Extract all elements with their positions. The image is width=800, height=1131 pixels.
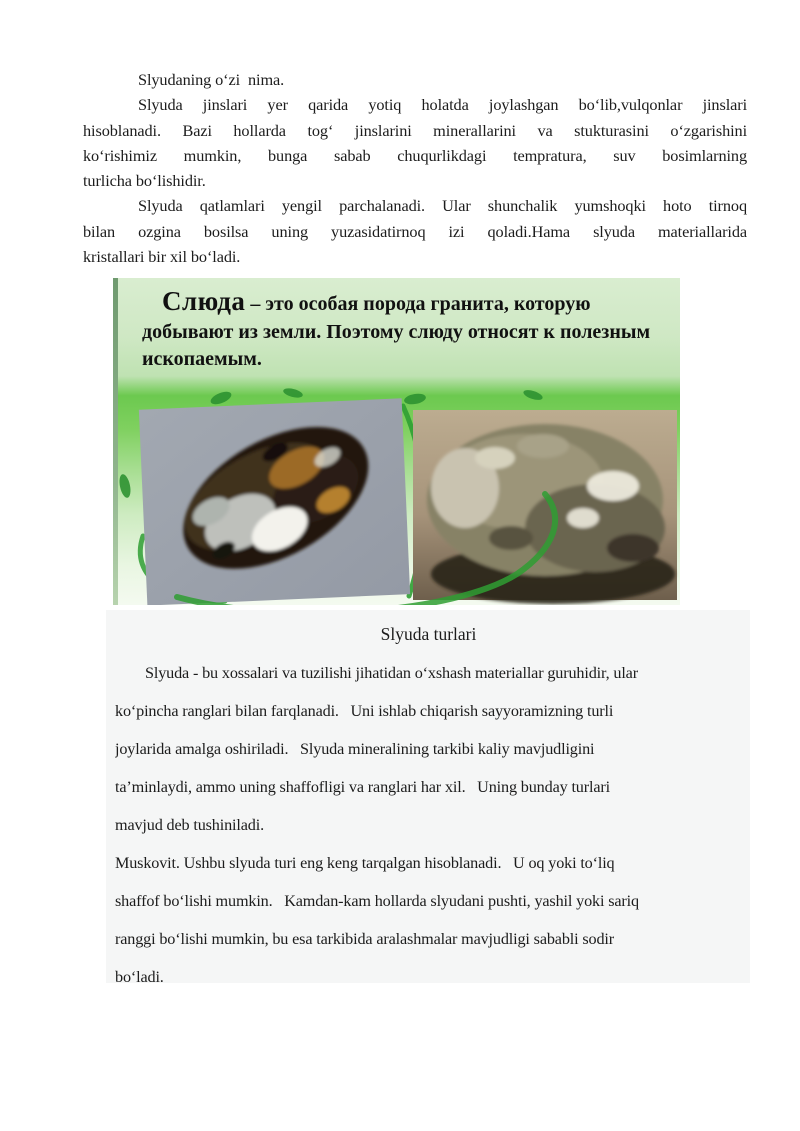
figure-caption-text: – это особая порода гранита, которую добывают из земли. Поэтому слюду относят к полезным ископаемым. xyxy=(142,293,651,370)
figure-image xyxy=(113,278,680,605)
types-line: ta’minlaydi, ammo uning shaffofligi va ranglari har xil. Uning bunday turlari xyxy=(115,778,610,796)
mica-photos-illustration xyxy=(113,388,680,605)
intro-line: turlicha bo‘lishidir. xyxy=(83,171,206,191)
intro-section xyxy=(83,67,747,269)
types-line: mavjud deb tushiniladi. xyxy=(115,816,264,834)
intro-line: ko‘rishimiz mumkin, bunga sabab chuqurlikdagi tempratura, suv bosimlarning xyxy=(83,145,747,165)
types-line: bo‘ladi. xyxy=(115,968,164,983)
right-mica-photo xyxy=(413,410,677,604)
intro-line: hisoblanadi. Bazi hollarda tog‘ jinslarini minerallarini va stukturasini o‘zgarishini xyxy=(83,120,747,140)
intro-line: Slyuda jinslari yer qarida yotiq holatda joylashgan bo‘lib,vulqonlar jinslari xyxy=(138,95,747,115)
intro-line: kristallari bir xil bo‘ladi. xyxy=(83,247,241,267)
figure-caption xyxy=(118,284,672,374)
intro-line: Slyudaning o‘zi nima. xyxy=(138,70,285,89)
left-mica-photo xyxy=(139,395,410,605)
types-line: ko‘pincha ranglari bilan farqlanadi. Uni ishlab chiqarish sayyoramizning turli xyxy=(115,702,614,720)
types-heading: Slyuda turlari xyxy=(380,624,477,644)
types-section xyxy=(106,610,750,983)
types-line: Slyuda - bu xossalari va tuzilishi jihatidan o‘xshash materiallar guruhidir, ular xyxy=(145,664,638,682)
types-line: Muskovit. Ushbu slyuda turi eng keng tarqalgan hisoblanadi. U oq yoki to‘liq xyxy=(115,854,615,872)
types-line: joylarida amalga oshiriladi. Slyuda mineralining tarkibi kaliy mavjudligini xyxy=(115,740,595,758)
types-line: shaffof bo‘lishi mumkin. Kamdan-kam hollarda slyudani pushti, yashil yoki sariq xyxy=(115,892,639,910)
intro-line: bilan ozgina bosilsa uning yuzasidatirnoq izi qoladi.Hama slyuda materiallarida xyxy=(83,221,747,241)
figure-photo-area xyxy=(113,388,680,605)
intro-line: Slyuda qatlamlari yengil parchalanadi. Ular shunchalik yumshoqki hoto tirnoq xyxy=(138,196,747,216)
figure-caption-lead: Слюда xyxy=(162,286,246,316)
types-line: ranggi bo‘lishi mumkin, bu esa tarkibida aralashmalar mavjudligi sababli sodir xyxy=(115,930,614,948)
